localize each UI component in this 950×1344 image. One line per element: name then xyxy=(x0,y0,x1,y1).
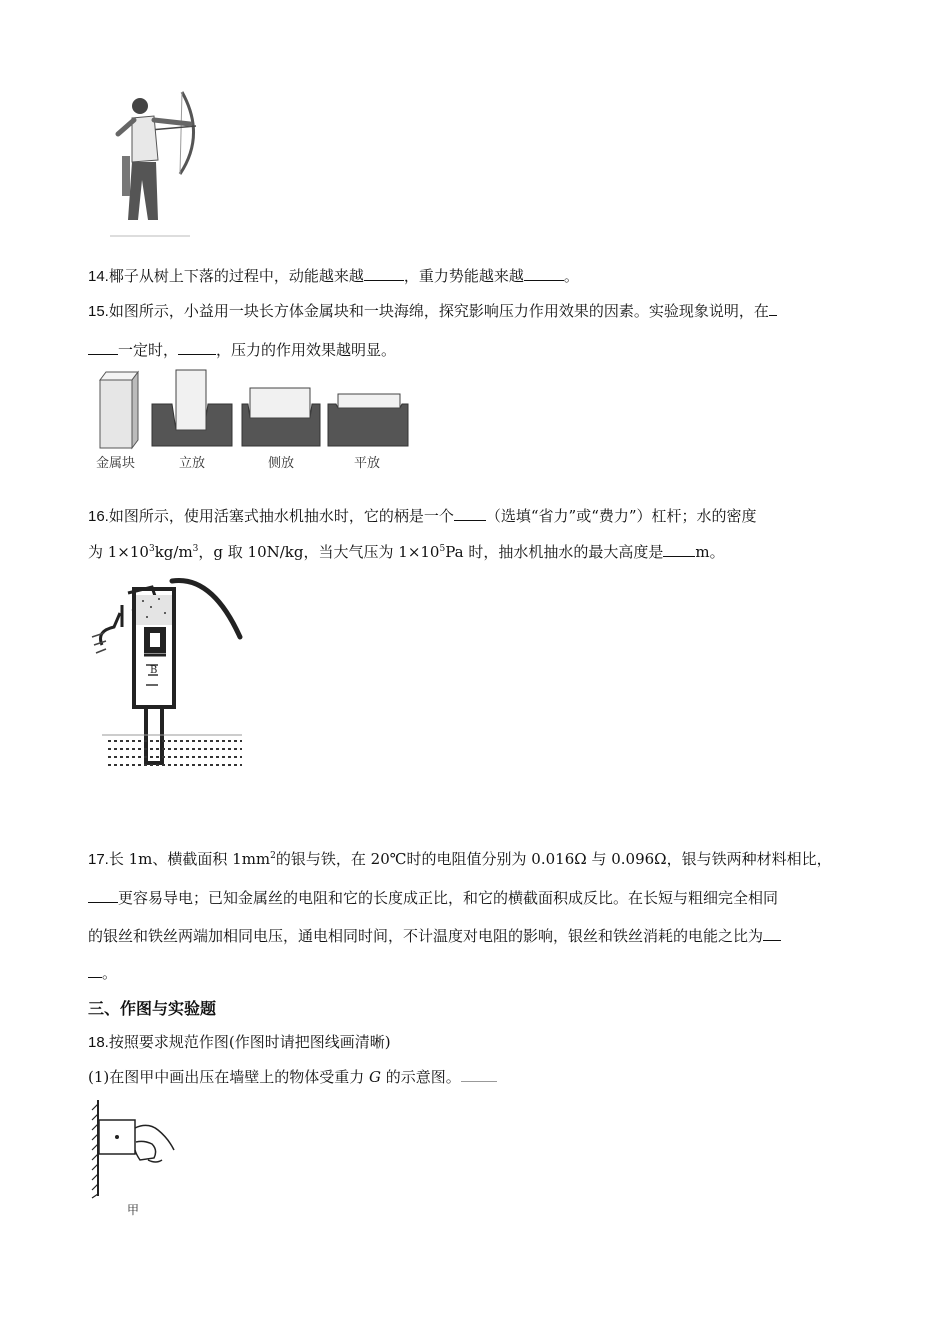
question-number: 18. xyxy=(88,1034,109,1051)
question-17-line-1: 17.长 1m、横截面积 $1mm^2$的银与铁，在 20℃时的电阻值分别为 0.016Ω 与 0.096Ω，银与铁两种材料相比， xyxy=(88,850,832,868)
question-17-line-2: 更容易导电；已知金属丝的电阻和它的长度成正比，和它的横截面积成反比。在长短与粗细完全相同 xyxy=(88,887,778,908)
answer-blank[interactable] xyxy=(769,301,777,316)
question-15-line-1: 15.如图所示，小益用一块长方体金属块和一块海绵，探究影响压力作用效果的因素。实验现象说明，在 xyxy=(88,300,777,321)
answer-blank[interactable] xyxy=(663,542,695,557)
figure-caption-upright: 立放 xyxy=(179,456,206,471)
question-18-sub-1: (1)在图甲中画出压在墙壁上的物体受重力 G 的示意图。 xyxy=(88,1066,497,1087)
question-16-line-2: 为 $1\times 10^3kg/m^3$，g 取 10N/kg，当大气压为 $1\times 10^5Pa$ 时，抽水机抽水的最大高度是 m。 xyxy=(88,543,725,561)
question-18-intro: 18.按照要求规范作图(作图时请把图线画清晰) xyxy=(88,1033,391,1051)
question-number: 14. xyxy=(88,268,109,285)
sponge-experiment-figure xyxy=(96,368,411,450)
archer-figure xyxy=(110,90,210,240)
answer-blank[interactable] xyxy=(461,1067,497,1082)
figure-caption-side: 侧放 xyxy=(268,456,295,471)
answer-blank[interactable] xyxy=(88,963,102,978)
question-14: 14.椰子从树上下落的过程中，动能越来越 ，重力势能越来越 。 xyxy=(88,267,579,285)
question-number: 15. xyxy=(88,303,109,320)
figure-caption-metal-block: 金属块 xyxy=(96,456,136,471)
answer-blank[interactable] xyxy=(454,506,486,521)
svg-text:B: B xyxy=(150,665,158,676)
answer-blank[interactable] xyxy=(88,888,118,903)
answer-blank[interactable] xyxy=(178,340,216,355)
question-number: 17. xyxy=(88,851,109,868)
question-number: 16. xyxy=(88,508,109,525)
answer-blank[interactable] xyxy=(763,926,781,941)
answer-blank[interactable] xyxy=(364,266,404,281)
section-title: 三、作图与实验题 xyxy=(88,999,217,1018)
question-16-line-1: 16.如图所示，使用活塞式抽水机抽水时，它的柄是一个 （选填“省力”或“费力”）杠杆；水的密度 xyxy=(88,507,757,525)
question-17-line-3: 的银丝和铁丝两端加相同电压，通电相同时间，不计温度对电阻的影响，银丝和铁丝消耗的电能之比为 xyxy=(88,925,781,946)
figure-caption-jia: 甲 xyxy=(127,1203,140,1217)
answer-blank[interactable] xyxy=(524,266,564,281)
answer-blank[interactable] xyxy=(88,340,118,355)
question-17-line-4: 。 xyxy=(88,962,117,983)
piston-pump-figure xyxy=(92,575,252,775)
figure-caption-flat: 平放 xyxy=(354,456,381,471)
wall-block-figure xyxy=(92,1098,182,1198)
question-15-line-2: 一定时， ，压力的作用效果越明显。 xyxy=(88,339,396,360)
